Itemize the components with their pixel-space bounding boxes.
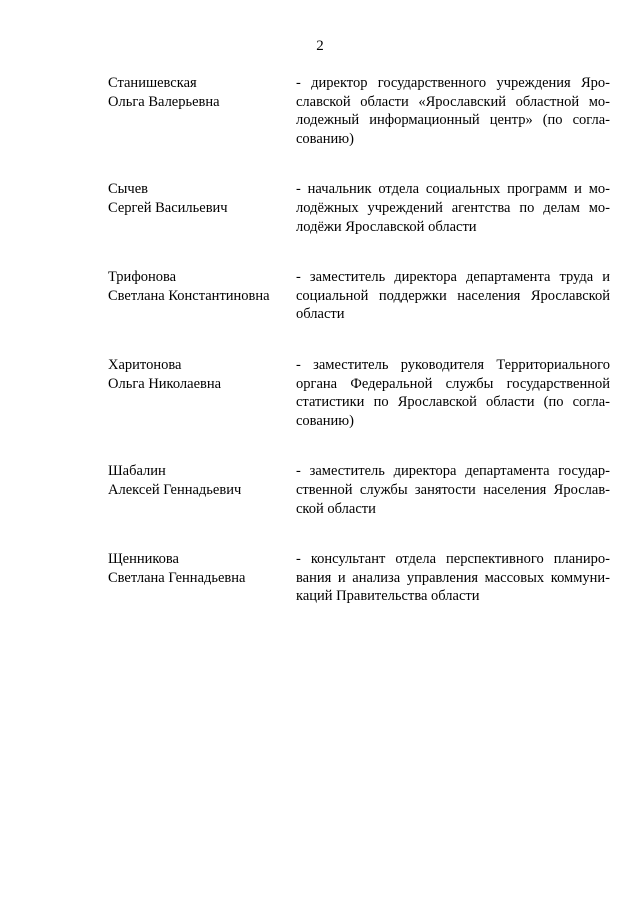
- position-line: вания и анализа управления массовых коммуни-: [296, 569, 610, 586]
- member-position: [296, 180, 610, 236]
- position-line: социальной поддержки населения Ярославской: [296, 287, 610, 304]
- member-surname: Трифонова: [108, 269, 177, 286]
- member-surname: Щенникова: [108, 551, 179, 568]
- position-line: - директор государственного учреждения Яро-: [296, 75, 610, 91]
- member-position: [296, 356, 610, 430]
- position-line: статистики по Ярославской области (по согла-: [296, 394, 610, 411]
- position-line: ственной службы занятости населения Ярослав-: [296, 481, 610, 498]
- position-line: - заместитель руководителя Территориального: [296, 356, 610, 373]
- member-surname: Станишевская: [108, 75, 197, 91]
- member-entry: [108, 268, 610, 324]
- page-number: 2: [316, 38, 324, 54]
- member-surname: Харитонова: [108, 356, 182, 373]
- position-line: ской области: [296, 500, 376, 517]
- position-line: лодёжных учреждений агентства по делам мо-: [296, 199, 610, 216]
- member-entry: [108, 550, 610, 606]
- member-entry: [108, 74, 610, 148]
- member-name: [108, 268, 296, 324]
- member-list: [108, 74, 610, 606]
- member-given-name: Светлана Константиновна: [108, 287, 270, 304]
- position-line: - консультант отдела перспективного планиро-: [296, 551, 610, 568]
- member-position: [296, 268, 610, 324]
- member-surname: Шабалин: [108, 463, 166, 480]
- position-line: лодёжи Ярославской области: [296, 218, 477, 235]
- position-line: области: [296, 306, 345, 323]
- member-entry: [108, 356, 610, 430]
- member-name: [108, 180, 296, 236]
- position-line: - начальник отдела социальных программ и мо-: [296, 181, 610, 198]
- position-line: славской области «Ярославский областной мо-: [296, 93, 610, 110]
- position-line: органа Федеральной службы государственной: [296, 375, 610, 392]
- member-name: [108, 462, 296, 518]
- position-line: - заместитель директора департамента труда и: [296, 269, 610, 286]
- member-name: [108, 550, 296, 606]
- position-line: сованию): [296, 130, 354, 147]
- member-given-name: Светлана Геннадьевна: [108, 569, 246, 586]
- position-line: каций Правительства области: [296, 588, 480, 605]
- position-line: - заместитель директора департамента государ-: [296, 463, 610, 480]
- member-name: [108, 356, 296, 430]
- member-given-name: Ольга Николаевна: [108, 375, 222, 392]
- member-entry: [108, 180, 610, 236]
- member-position: [296, 74, 610, 148]
- member-position: [296, 462, 610, 518]
- position-line: лодежный информационный центр» (по согла-: [296, 112, 610, 129]
- member-position: [296, 550, 610, 606]
- member-given-name: Ольга Валерьевна: [108, 93, 220, 110]
- member-entry: [108, 462, 610, 518]
- member-surname: Сычев: [108, 181, 148, 198]
- position-line: сованию): [296, 412, 354, 429]
- member-given-name: Алексей Геннадьевич: [108, 481, 242, 498]
- member-given-name: Сергей Васильевич: [108, 199, 228, 216]
- member-name: [108, 74, 296, 148]
